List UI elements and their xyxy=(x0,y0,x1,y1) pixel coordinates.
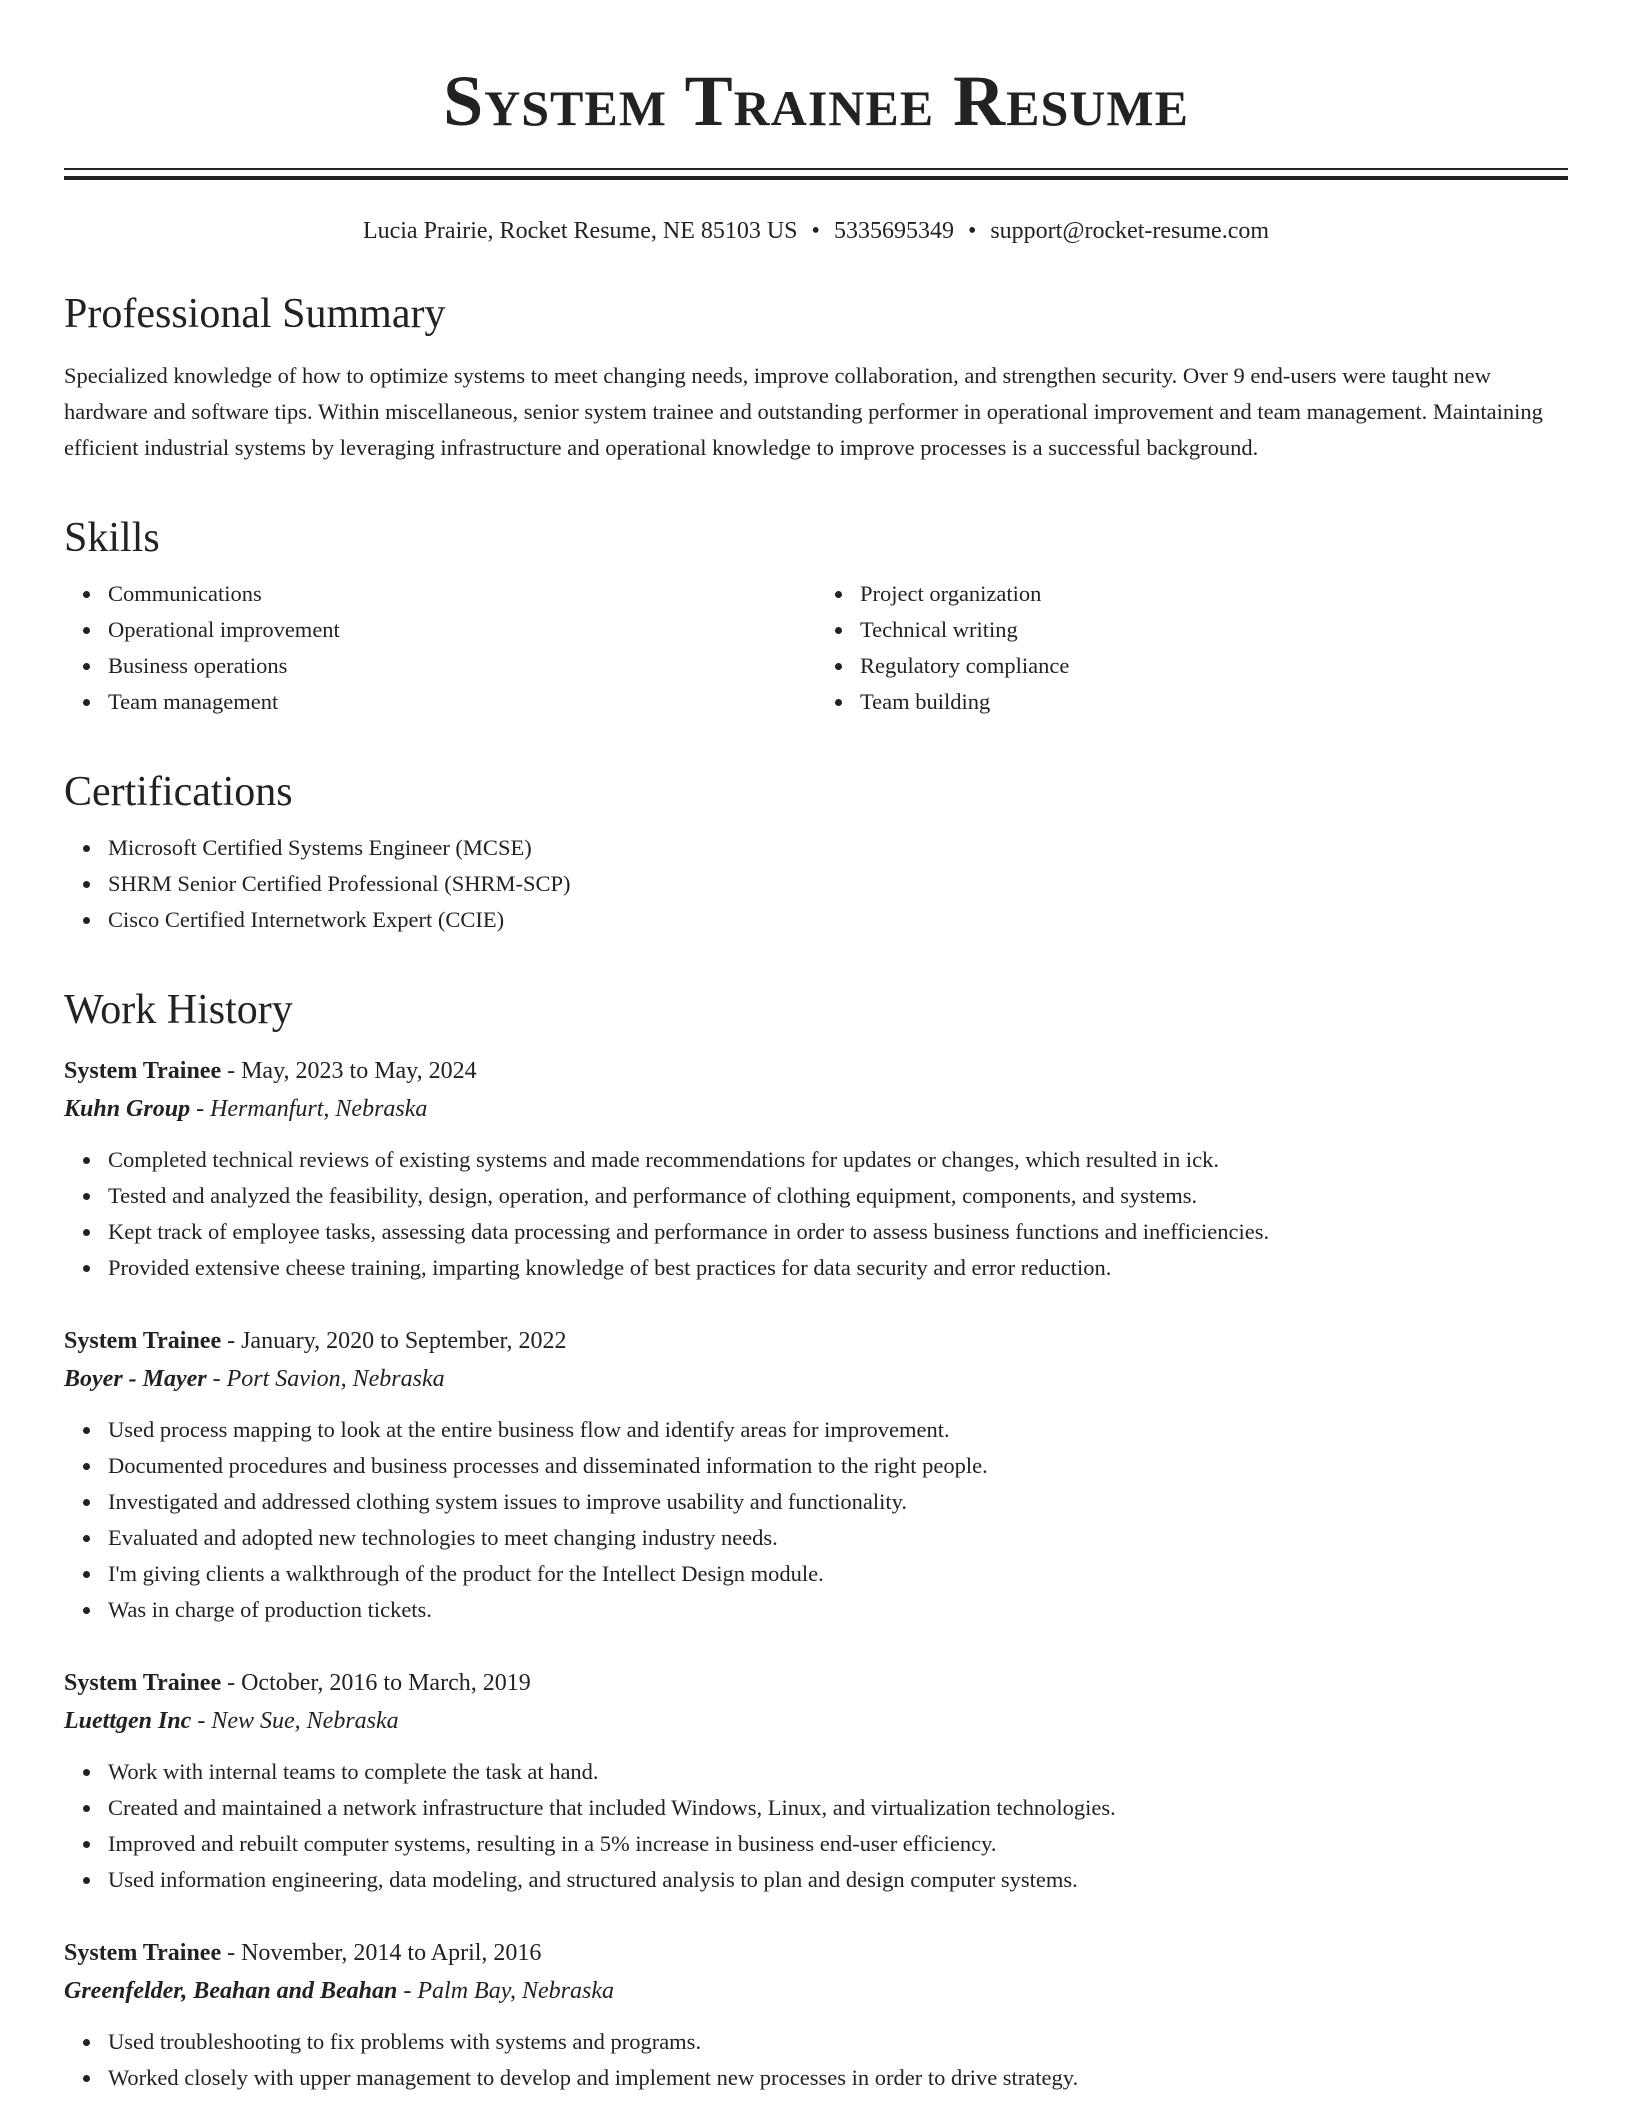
job-company-line xyxy=(64,1360,1568,1398)
resume-title: System Trainee Resume xyxy=(443,61,1189,141)
skills-columns xyxy=(64,576,1568,720)
job-company: Kuhn Group xyxy=(64,1096,191,1122)
certifications-heading: Certifications xyxy=(64,769,293,815)
job-bullet: Created and maintained a network infrastructure that included Windows, Linux, and virtualization technologies. xyxy=(108,1790,1568,1826)
contact-phone: 5335695349 xyxy=(833,218,954,244)
job-bullet: Documented procedures and business processes and disseminated information to the right people. xyxy=(108,1448,1568,1484)
skill-item: Project organization xyxy=(860,576,1568,612)
skills-heading: Skills xyxy=(64,515,160,561)
summary-heading: Professional Summary xyxy=(64,291,446,337)
certification-item: SHRM Senior Certified Professional (SHRM-SCP) xyxy=(108,866,1568,902)
title-divider-thick xyxy=(64,176,1568,180)
contact-separator: • xyxy=(811,218,820,244)
skill-item: Operational improvement xyxy=(108,612,816,648)
skill-item: Communications xyxy=(108,576,816,612)
job-location: - Hermanfurt, Nebraska xyxy=(190,1096,428,1122)
job-title-line xyxy=(64,1664,1568,1702)
job-bullets xyxy=(64,1142,1568,1286)
job-company-line xyxy=(64,1972,1568,2010)
job-role: System Trainee xyxy=(64,1328,222,1354)
job-company-line xyxy=(64,1090,1568,1128)
job-title-line xyxy=(64,1934,1568,1972)
job-bullet: Provided extensive cheese training, imparting knowledge of best practices for data security and error reduction. xyxy=(108,1250,1568,1286)
job-title-line xyxy=(64,1322,1568,1360)
job-bullet: Worked closely with upper management to develop and implement new processes in order to drive strategy. xyxy=(108,2060,1568,2096)
skill-item: Regulatory compliance xyxy=(860,648,1568,684)
skill-item: Team management xyxy=(108,684,816,720)
job-entry xyxy=(64,1934,1568,2096)
contact-separator: • xyxy=(967,218,977,244)
job-bullet: I'm giving clients a walkthrough of the product for the Intellect Design module. xyxy=(108,1556,1568,1592)
job-location: - Port Savion, Nebraska xyxy=(206,1366,445,1392)
job-bullet: Kept track of employee tasks, assessing data processing and performance in order to assess business functions and inefficiencies. xyxy=(108,1214,1568,1250)
contact-address: Lucia Prairie, Rocket Resume, NE 85103 US xyxy=(362,218,798,244)
job-company: Luettgen Inc xyxy=(64,1708,192,1734)
job-bullet: Used troubleshooting to fix problems with systems and programs. xyxy=(108,2024,1568,2060)
certification-item: Microsoft Certified Systems Engineer (MCSE) xyxy=(108,830,1568,866)
job-location: - Palm Bay, Nebraska xyxy=(397,1978,615,2004)
job-company: Boyer - Mayer xyxy=(64,1366,207,1392)
job-company: Greenfelder, Beahan and Beahan xyxy=(64,1978,398,2004)
job-bullet: Improved and rebuilt computer systems, resulting in a 5% increase in business end-user efficiency. xyxy=(108,1826,1568,1862)
job-role: System Trainee xyxy=(64,1670,222,1696)
work-history-heading: Work History xyxy=(64,987,293,1033)
job-dates: - May, 2023 to May, 2024 xyxy=(221,1058,477,1084)
job-role: System Trainee xyxy=(64,1058,222,1084)
job-bullets xyxy=(64,1754,1568,1898)
job-bullet: Used process mapping to look at the entire business flow and identify areas for improvement. xyxy=(108,1412,1568,1448)
job-bullets xyxy=(64,1412,1568,1628)
certifications-list xyxy=(64,830,1568,938)
skill-item: Team building xyxy=(860,684,1568,720)
job-dates: - November, 2014 to April, 2016 xyxy=(221,1940,542,1966)
job-bullet: Completed technical reviews of existing systems and made recommendations for updates or changes, which resulted in ick. xyxy=(108,1142,1568,1178)
job-location: - New Sue, Nebraska xyxy=(191,1708,399,1734)
summary-text: Specialized knowledge of how to optimize systems to meet changing needs, improve collaboration, and strengthen security. Over 9 end-users were taught new hardware and software tips. Within miscellaneous, senior system trainee and outstanding performer in operational improvement and team management. Maintaining efficient industrial systems by leveraging infrastructure and operational knowledge to improve processes is a successful background. xyxy=(64,363,1543,460)
certification-item: Cisco Certified Internetwork Expert (CCIE) xyxy=(108,902,1568,938)
job-bullet: Was in charge of production tickets. xyxy=(108,1592,1568,1628)
job-entry xyxy=(64,1052,1568,1286)
job-bullet: Evaluated and adopted new technologies to meet changing industry needs. xyxy=(108,1520,1568,1556)
contact-email[interactable]: support@rocket-resume.com xyxy=(990,218,1270,244)
job-company-line xyxy=(64,1702,1568,1740)
job-dates: - October, 2016 to March, 2019 xyxy=(221,1670,531,1696)
job-bullet: Used information engineering, data modeling, and structured analysis to plan and design computer systems. xyxy=(108,1862,1568,1898)
job-bullet: Investigated and addressed clothing system issues to improve usability and functionality. xyxy=(108,1484,1568,1520)
job-entry xyxy=(64,1664,1568,1898)
skill-item: Technical writing xyxy=(860,612,1568,648)
skills-list-left xyxy=(64,576,816,720)
job-bullet: Tested and analyzed the feasibility, design, operation, and performance of clothing equipment, components, and systems. xyxy=(108,1178,1568,1214)
job-bullet: Work with internal teams to complete the task at hand. xyxy=(108,1754,1568,1790)
job-bullets xyxy=(64,2024,1568,2096)
job-role: System Trainee xyxy=(64,1940,222,1966)
contact-line xyxy=(64,216,1568,246)
job-dates: - January, 2020 to September, 2022 xyxy=(221,1328,567,1354)
skill-item: Business operations xyxy=(108,648,816,684)
title-divider-thin xyxy=(64,168,1568,170)
skills-list-right xyxy=(816,576,1568,720)
job-entry xyxy=(64,1322,1568,1628)
job-title-line xyxy=(64,1052,1568,1090)
